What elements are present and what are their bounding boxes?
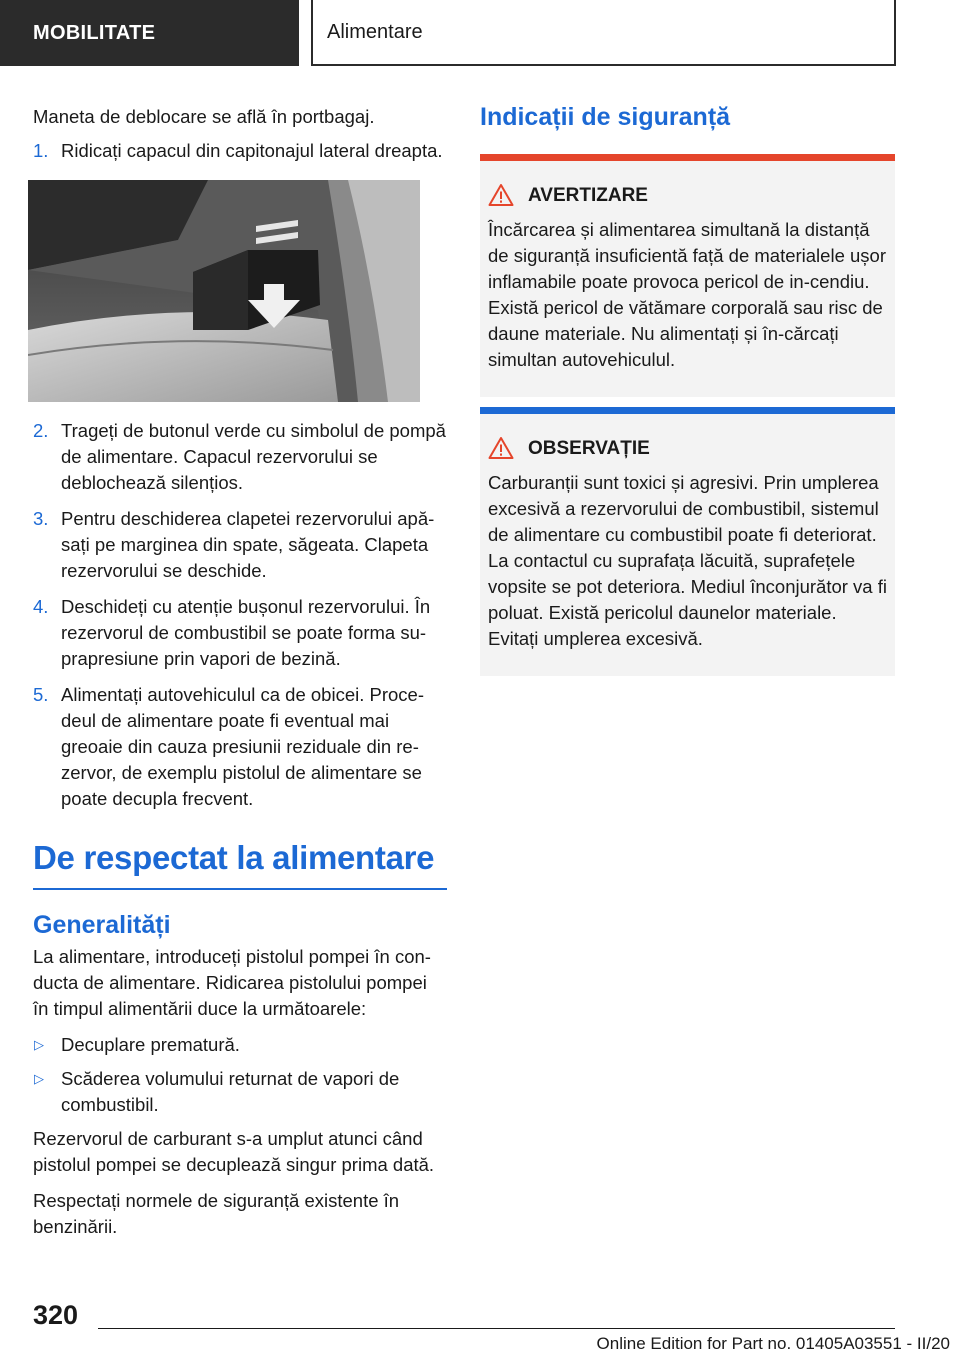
notice-header bbox=[488, 432, 887, 466]
paragraph: Respectați normele de siguranță existente în benzinării. bbox=[33, 1190, 400, 1237]
step-item bbox=[33, 506, 447, 584]
step-number: 1. bbox=[33, 140, 49, 161]
step-text: Alimentați autovehiculul ca de obicei. Proce-deul de alimentare poate fi eventual mai greoaie din cauza presiunii reziduale din re-zervor, de exemplu pistolul de alimentare se poate decupla frecvent. bbox=[61, 684, 424, 809]
warning-triangle-icon bbox=[488, 183, 514, 207]
step-number: 3. bbox=[33, 508, 49, 529]
step-number: 2. bbox=[33, 420, 49, 441]
notice-label: OBSERVAȚIE bbox=[528, 438, 650, 459]
subsection-heading: Generalități bbox=[33, 911, 171, 939]
triangle-bullet-icon: ▷ bbox=[34, 1071, 44, 1086]
section-heading: De respectat la alimentare bbox=[33, 838, 447, 890]
footer-divider bbox=[98, 1328, 895, 1329]
intro-text: Maneta de deblocare se află în portbagaj. bbox=[33, 106, 375, 127]
warning-text: Încărcarea și alimentarea simultană la distanță de siguranță insuficientă față de materialele ușor inflamabile poate provoca pericol de in-cendiu. Există pericol de vătămare corporală sau risc de daune materiale. Nu alimentați și în-cărcați simultan autovehiculul. bbox=[488, 219, 886, 370]
page-footer bbox=[0, 1296, 960, 1362]
step-item bbox=[33, 682, 447, 812]
list-item bbox=[33, 1066, 447, 1118]
list-item-text: Decuplare prematură. bbox=[61, 1034, 240, 1055]
page-header bbox=[0, 0, 960, 66]
triangle-bullet-icon: ▷ bbox=[34, 1037, 44, 1052]
step-item bbox=[33, 418, 447, 496]
notice-text: Carburanții sunt toxici și agresivi. Prin umplerea excesivă a rezervorului de combustibil, sistemul de alimentare cu combustibil poate fi deteriorat. La contactul cu suprafața lăcuită, suprafețele vopsite se pot deteriora. Mediul înconjurător va fi poluat. Există pericolul daunelor materiale. Evitați umplerea excesivă. bbox=[488, 472, 887, 649]
safety-heading: Indicații de siguranță bbox=[480, 103, 731, 131]
section-label: MOBILITATE bbox=[0, 0, 299, 66]
step-text: Deschideți cu atenție bușonul rezervorului. În rezervorul de combustibil se poate forma su-prapresiune prin vapori de bezină. bbox=[61, 596, 431, 669]
step-number: 4. bbox=[33, 596, 49, 617]
notice-box bbox=[480, 407, 895, 676]
step-number: 5. bbox=[33, 684, 49, 705]
step-item bbox=[33, 138, 447, 164]
step-item bbox=[33, 594, 447, 672]
page-number: 320 bbox=[33, 1300, 79, 1330]
paragraph: Rezervorul de carburant s-a umplut atunci când pistolul pompei se decuplează singur prima dată. bbox=[33, 1128, 435, 1175]
trunk-release-illustration bbox=[28, 180, 420, 402]
warning-header bbox=[488, 179, 887, 213]
chapter-label: Alimentare bbox=[311, 0, 896, 66]
list-item-text: Scăderea volumului returnat de vapori de combustibil. bbox=[61, 1068, 400, 1115]
warning-box bbox=[480, 154, 895, 397]
step-text: Ridicați capacul din capitonajul lateral dreapta. bbox=[61, 140, 443, 161]
step-text: Trageți de butonul verde cu simbolul de pompă de alimentare. Capacul rezervorului se deblochează silențios. bbox=[61, 420, 446, 493]
right-column bbox=[480, 96, 895, 686]
trunk-photo bbox=[28, 180, 420, 402]
step-text: Pentru deschiderea clapetei rezervorului apă-sați pe marginea din spate, săgeata. Clapeta rezervorului se deschide. bbox=[61, 508, 435, 581]
list-item bbox=[33, 1032, 447, 1058]
general-paragraph: La alimentare, introduceți pistolul pompei în con-ducta de alimentare. Ridicarea pistolului pompei în timpul alimentării duce la următoarele: bbox=[33, 946, 431, 1019]
left-column bbox=[33, 96, 447, 1250]
warning-label: AVERTIZARE bbox=[528, 185, 648, 206]
edition-text: Online Edition for Part no. 01405A03551 - II/20 bbox=[596, 1334, 950, 1353]
warning-triangle-icon bbox=[488, 436, 514, 460]
